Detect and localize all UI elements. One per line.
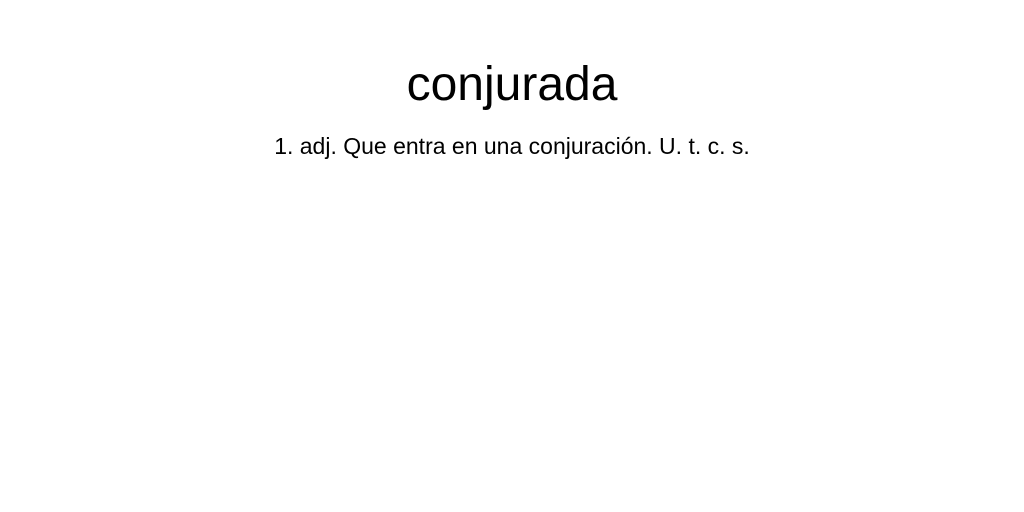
definition-text: 1. adj. Que entra en una conjuración. U. t. c. s.: [274, 133, 750, 159]
headword: conjurada: [406, 58, 618, 111]
